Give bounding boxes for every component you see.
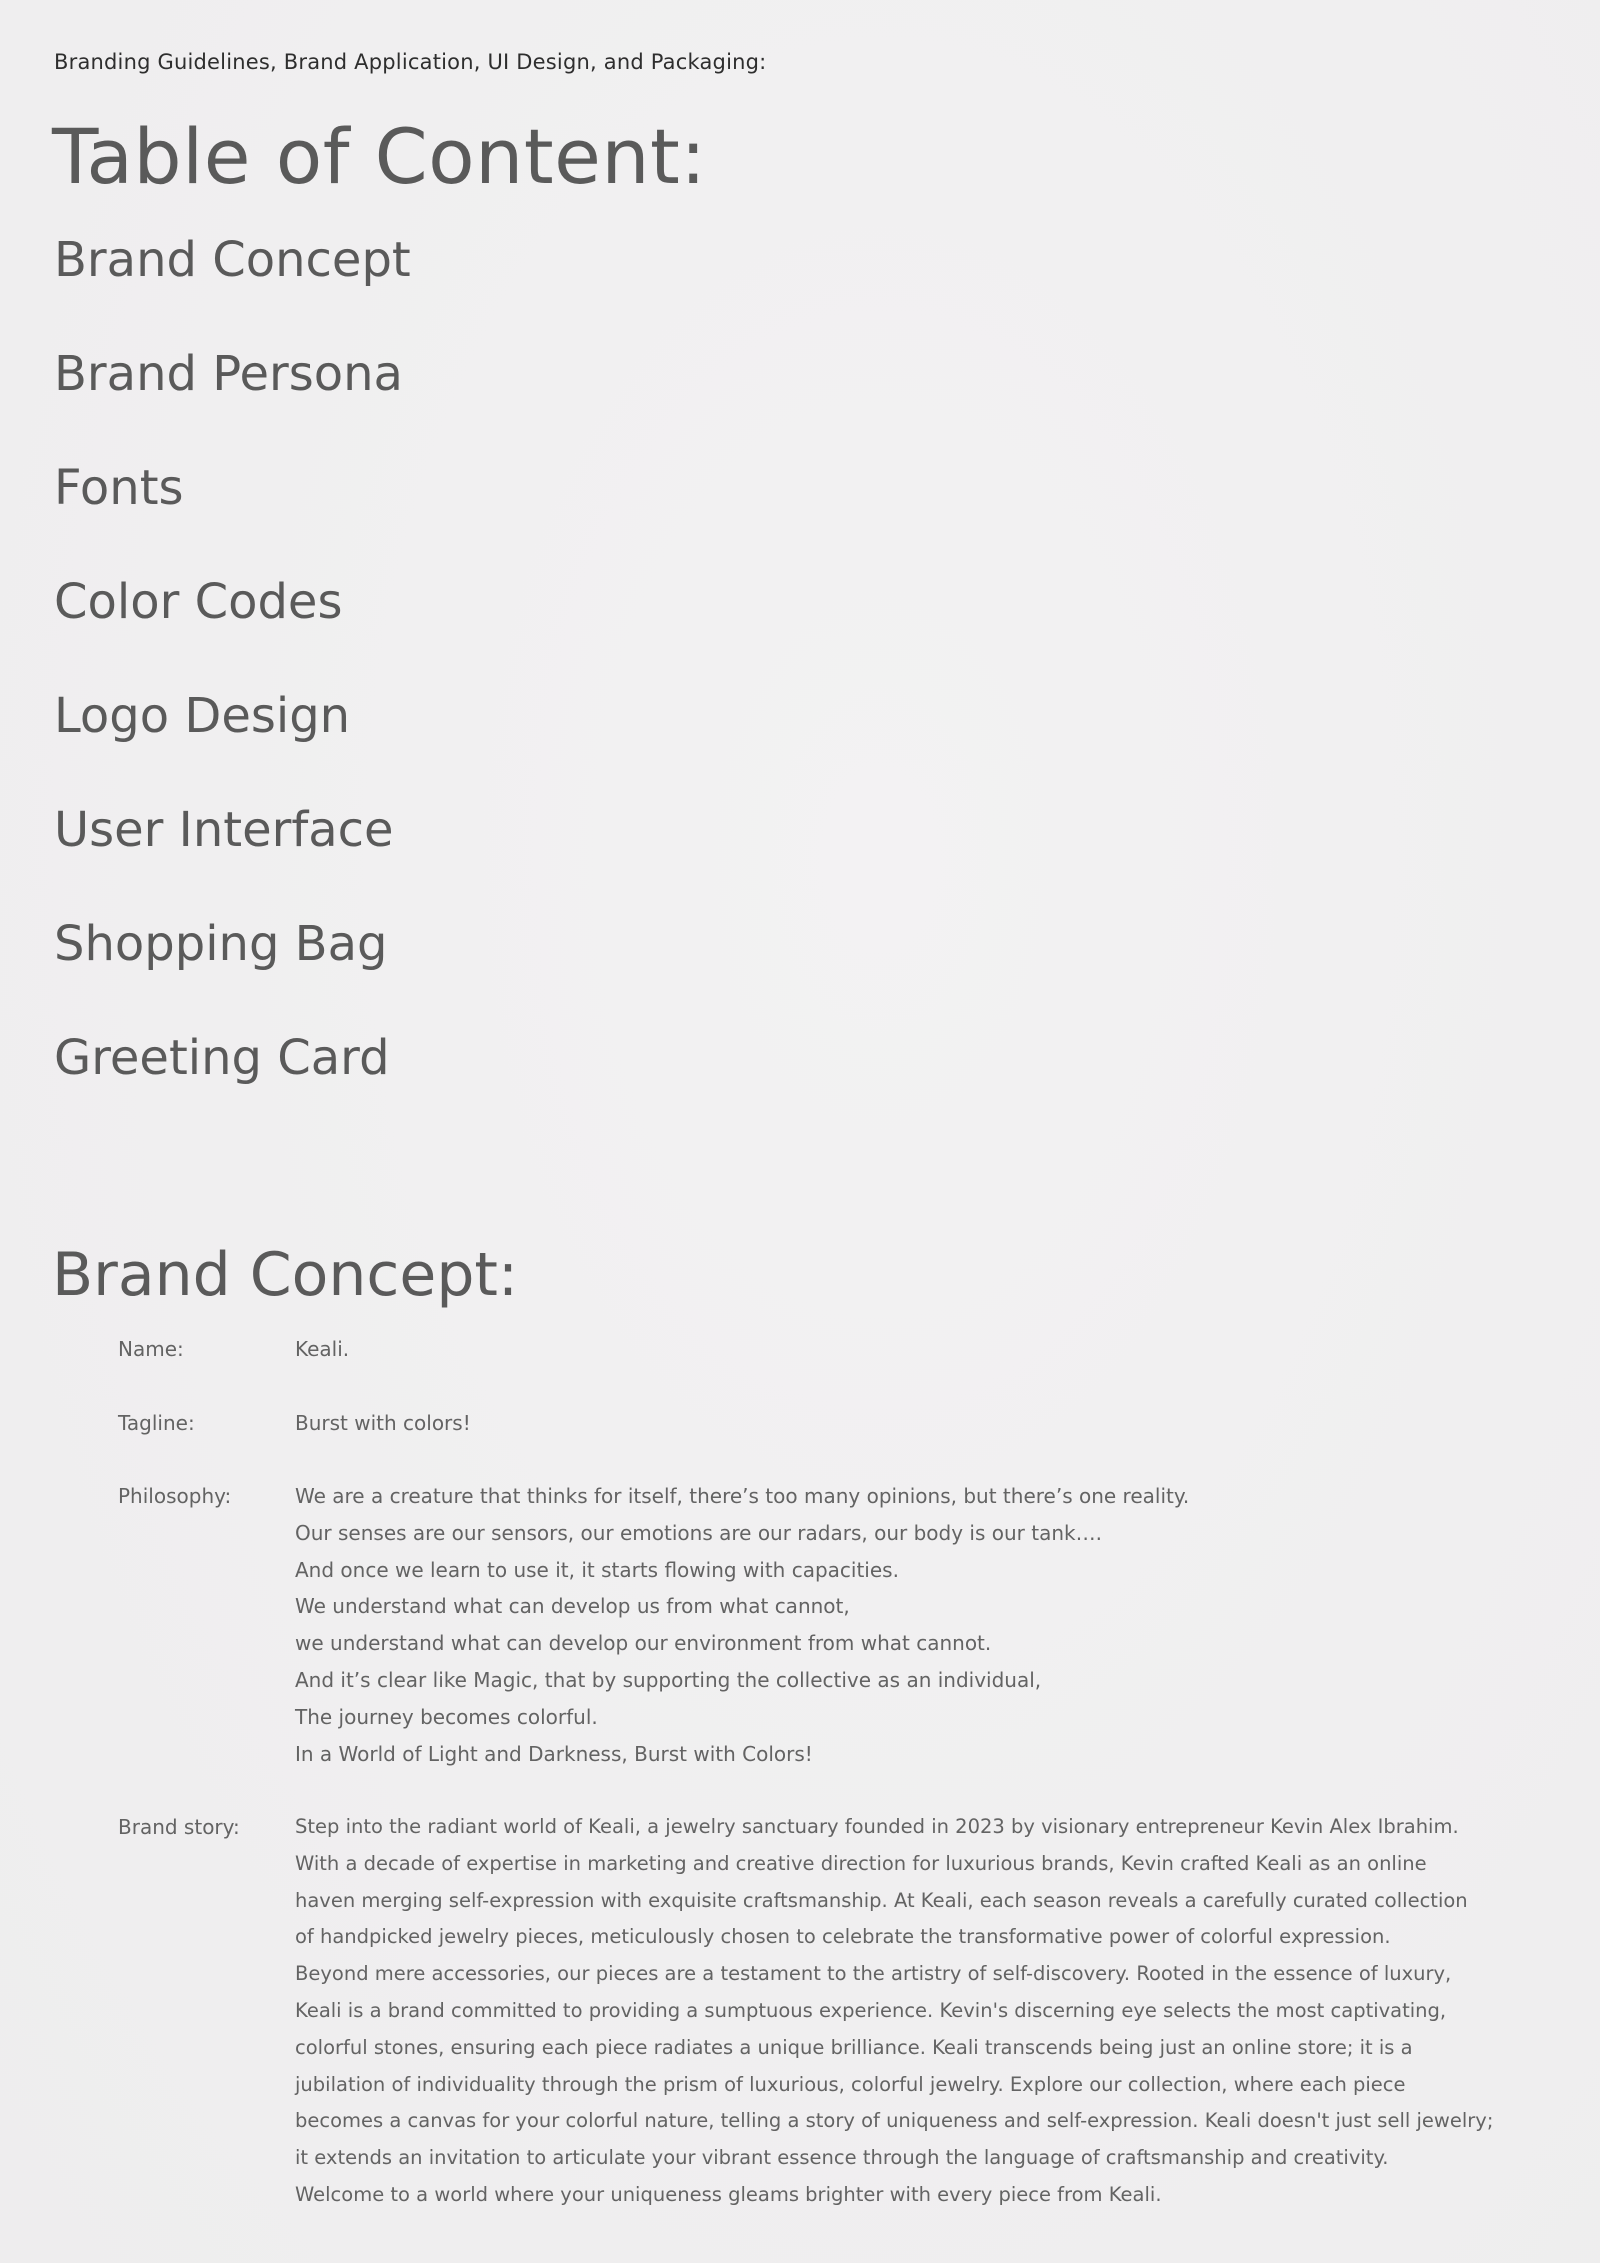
philosophy-line: In a World of Light and Darkness, Burst with Colors! [295,1741,813,1766]
story-line: jubilation of individuality through the prism of luxurious, colorful jewelry. Explore our collection, where each piece [295,2072,1406,2096]
philosophy-text [295,1484,1189,1778]
tagline-value: Burst with colors! [295,1411,471,1435]
story-line: haven merging self-expression with exquisite craftsmanship. At Keali, each season reveals a carefully curated collection [295,1888,1468,1912]
brand-concept-title: Brand Concept: [52,1240,519,1310]
story-line: it extends an invitation to articulate your vibrant essence through the language of craftsmanship and creativity. [295,2146,1389,2170]
philosophy-line: We are a creature that thinks for itself, there’s too many opinions, but there’s one reality. [295,1484,1190,1508]
toc-list [54,230,411,1142]
toc-title: Table of Content: [52,112,707,201]
toc-item-brand-concept: Brand Concept [54,232,411,288]
toc-item-brand-persona: Brand Persona [54,346,403,402]
toc-item-fonts: Fonts [54,460,184,516]
story-line: Welcome to a world where your uniqueness gleams brighter with every piece from Keali. [295,2182,1162,2206]
philosophy-line: We understand what can develop us from what cannot, [295,1594,850,1619]
name-value: Keali. [295,1337,350,1361]
philosophy-line: The journey becomes colorful. [295,1704,598,1729]
toc-item-greeting-card: Greeting Card [54,1030,390,1086]
tagline-label: Tagline: [118,1411,195,1435]
philosophy-line: we understand what can develop our environment from what cannot. [295,1631,992,1656]
story-line: With a decade of expertise in marketing and creative direction for luxurious brands, Kevin crafted Keali as an online [295,1851,1427,1875]
brand-story-label: Brand story: [118,1815,240,1839]
toc-item-color-codes: Color Codes [54,574,343,630]
toc-item-shopping-bag: Shopping Bag [54,916,388,972]
story-line: colorful stones, ensuring each piece radiates a unique brilliance. Keali transcends being just an online store; it is a [295,2035,1413,2059]
story-line: becomes a canvas for your colorful nature, telling a story of uniqueness and self-expression. Keali doesn't just sell jewelry; [295,2109,1494,2133]
story-line: Keali is a brand committed to providing a sumptuous experience. Kevin's discerning eye selects the most captivating, [295,1998,1447,2022]
philosophy-label: Philosophy: [118,1484,232,1508]
toc-item-user-interface: User Interface [54,802,394,858]
brand-story-text [295,1815,1493,2220]
name-label: Name: [118,1337,184,1361]
toc-item-logo-design: Logo Design [54,688,351,744]
philosophy-line: And it’s clear like Magic, that by supporting the collective as an individual, [295,1667,1042,1692]
philosophy-line: Our senses are our sensors, our emotions are our radars, our body is our tank…. [295,1520,1102,1545]
document-subtitle: Branding Guidelines, Brand Application, UI Design, and Packaging: [54,50,767,74]
story-line: Step into the radiant world of Keali, a jewelry sanctuary founded in 2023 by visionary entrepreneur Kevin Alex Ibrahim. [295,1815,1459,1838]
story-line: Beyond mere accessories, our pieces are a testament to the artistry of self-discovery. Rooted in the essence of luxury, [295,1962,1452,1986]
story-line: of handpicked jewelry pieces, meticulously chosen to celebrate the transformative power of colorful expression. [295,1925,1391,1949]
philosophy-line: And once we learn to use it, it starts flowing with capacities. [295,1557,899,1582]
